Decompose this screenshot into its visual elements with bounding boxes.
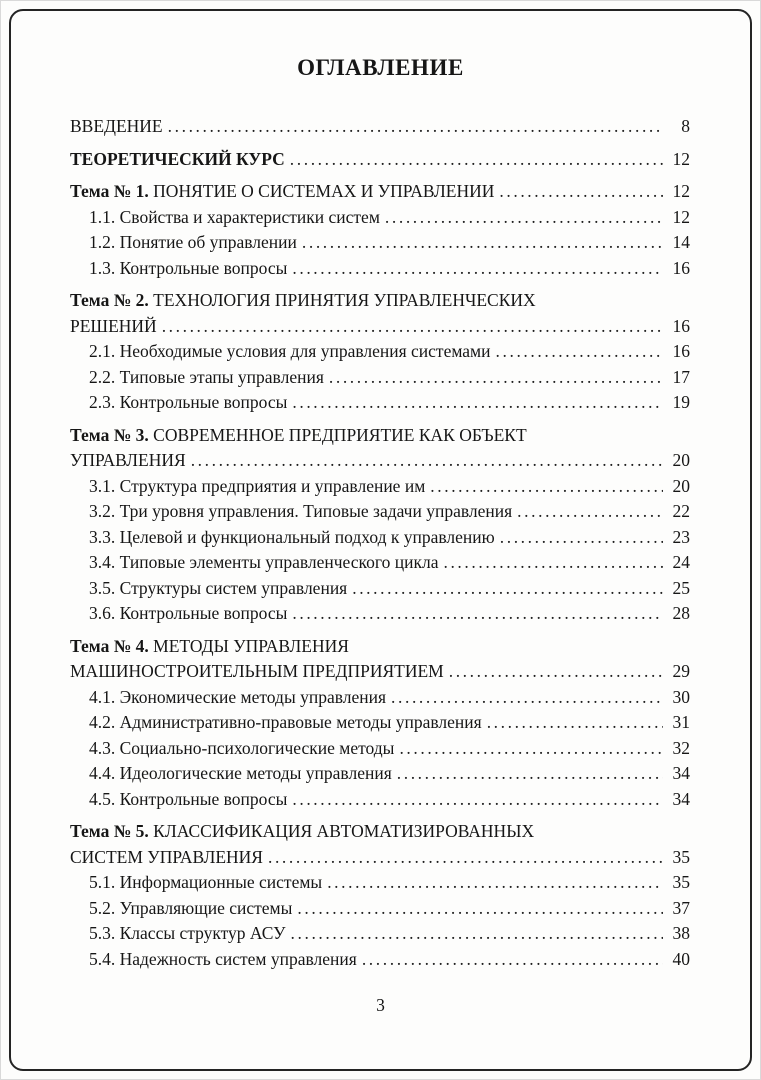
dot-leader	[496, 339, 663, 365]
toc-entry-page: 14	[672, 232, 690, 252]
toc-row	[70, 870, 690, 896]
toc-entry-text: 2.1. Необходимые условия для управления системами	[89, 341, 491, 361]
toc-row	[70, 474, 690, 500]
dot-leader	[500, 525, 663, 551]
dot-leader	[443, 550, 663, 576]
toc-entry-page: 16	[672, 257, 690, 278]
dot-leader	[292, 787, 663, 813]
dot-leader	[499, 179, 663, 205]
toc-entry-page: 40	[672, 948, 690, 969]
toc-entry-page: 37	[672, 897, 690, 918]
toc-row	[70, 659, 690, 685]
toc-entry-page: 38	[672, 923, 690, 943]
dot-leader	[168, 114, 663, 140]
toc-row	[70, 761, 690, 787]
toc-entry-text: СИСТЕМ УПРАВЛЕНИЯ	[70, 846, 263, 867]
toc-entry-text: 4.4. Идеологические методы управления	[89, 763, 392, 783]
toc-entry-text: ТЕОРЕТИЧЕСКИЙ КУРС	[70, 148, 285, 169]
toc-entry-page: 32	[672, 737, 690, 758]
toc-row	[70, 601, 690, 627]
dot-leader	[162, 314, 663, 340]
dot-leader	[391, 685, 663, 711]
page-number: 3	[376, 995, 385, 1015]
toc-entry-text: 3.4. Типовые элементы управленческого цикла	[89, 552, 439, 572]
dot-leader	[191, 448, 663, 474]
toc-entry-text: 4.5. Контрольные вопросы	[89, 788, 288, 809]
dot-leader	[517, 499, 663, 525]
dot-leader	[449, 659, 663, 685]
toc-row	[70, 448, 690, 474]
toc-entry-text: ВВЕДЕНИЕ	[70, 116, 163, 136]
toc-entry-page: 20	[672, 450, 690, 470]
page-title: ОГЛАВЛЕНИЕ	[297, 55, 464, 80]
toc-entry-text: 1.2. Понятие об управлении	[89, 232, 297, 252]
dot-leader	[329, 365, 663, 391]
toc-row	[70, 787, 690, 813]
toc-entry-text: РЕШЕНИЙ	[70, 315, 157, 336]
toc-entry-page: 34	[672, 788, 690, 809]
toc-entry-text: 5.1. Информационные системы	[89, 872, 323, 892]
toc-entry-text: 1.3. Контрольные вопросы	[89, 257, 288, 278]
toc-entry-prefix: Тема № 1.	[70, 181, 149, 201]
toc-entry-text: МАШИНОСТРОИТЕЛЬНЫМ ПРЕДПРИЯТИЕМ	[70, 661, 444, 681]
toc-row	[70, 921, 690, 947]
dot-leader	[291, 921, 663, 947]
dot-leader	[290, 147, 663, 173]
toc-entry-text: 3.1. Структура предприятия и управление им	[89, 475, 426, 496]
toc-entry-page: 25	[672, 577, 690, 598]
toc-row	[70, 576, 690, 602]
dot-leader	[297, 896, 663, 922]
toc-entry-text: Тема № 4. МЕТОДЫ УПРАВЛЕНИЯ	[70, 635, 349, 656]
toc-row	[70, 819, 690, 845]
toc-entry-text: 2.2. Типовые этапы управления	[89, 366, 324, 387]
toc-entry-text: 5.2. Управляющие системы	[89, 897, 293, 918]
toc-entry-page: 17	[672, 366, 690, 387]
toc-entry-text: 3.3. Целевой и функциональный подход к управлению	[89, 526, 495, 547]
toc-entry-page: 12	[672, 181, 690, 201]
toc-entry-text: 5.3. Классы структур АСУ	[89, 923, 286, 943]
toc-entry-text: Тема № 5. КЛАССИФИКАЦИЯ АВТОМАТИЗИРОВАННЫХ	[70, 821, 535, 841]
dot-leader	[302, 230, 663, 256]
toc-row	[70, 550, 690, 576]
toc-entry-page: 35	[672, 846, 690, 867]
dot-leader	[362, 947, 663, 973]
toc-entry-page: 29	[672, 661, 690, 681]
toc-entry-text: 3.6. Контрольные вопросы	[89, 603, 288, 623]
toc-entry-page: 23	[672, 526, 690, 547]
toc-entry-text: УПРАВЛЕНИЯ	[70, 450, 186, 470]
dot-leader	[352, 576, 663, 602]
toc-entry-page: 34	[672, 763, 690, 783]
toc-entry-text: 3.5. Структуры систем управления	[89, 577, 348, 598]
toc-entry-page: 24	[672, 552, 690, 572]
dot-leader	[292, 601, 663, 627]
dot-leader	[399, 736, 663, 762]
toc-entry-page: 19	[672, 392, 690, 412]
toc-entry-page: 16	[672, 315, 690, 336]
toc-row	[70, 736, 690, 762]
toc-row	[70, 288, 690, 314]
toc-row	[70, 365, 690, 391]
dot-leader	[385, 205, 663, 231]
toc-entry-page: 35	[672, 872, 690, 892]
dot-leader	[487, 710, 663, 736]
toc-entry-prefix: Тема № 5.	[70, 821, 149, 841]
toc-entry-text: Тема № 3. СОВРЕМЕННОЕ ПРЕДПРИЯТИЕ КАК ОБЪЕКТ	[70, 424, 527, 445]
toc-entry-page: 30	[672, 686, 690, 707]
toc-row	[70, 205, 690, 231]
toc-entry-text: 4.3. Социально-психологические методы	[89, 737, 395, 758]
toc-entry-text: 2.3. Контрольные вопросы	[89, 392, 288, 412]
toc-entry-prefix: Тема № 3.	[70, 424, 149, 445]
toc-row	[70, 710, 690, 736]
toc-row	[70, 114, 690, 140]
toc-row	[70, 525, 690, 551]
toc-row	[70, 423, 690, 449]
toc-row	[70, 845, 690, 871]
toc-row	[70, 230, 690, 256]
toc-row	[70, 947, 690, 973]
toc-entry-page: 12	[672, 206, 690, 227]
toc-entry-prefix: Тема № 2.	[70, 290, 149, 310]
toc-row	[70, 390, 690, 416]
dot-leader	[397, 761, 663, 787]
toc-row	[70, 256, 690, 282]
toc-entry-text: Тема № 1. ПОНЯТИЕ О СИСТЕМАХ И УПРАВЛЕНИИ	[70, 181, 495, 201]
dot-leader	[292, 390, 663, 416]
toc-row	[70, 499, 690, 525]
toc-entry-text: 4.1. Экономические методы управления	[89, 686, 387, 707]
toc-row	[70, 314, 690, 340]
dot-leader	[327, 870, 663, 896]
toc-row	[70, 147, 690, 173]
toc-entry-text: 1.1. Свойства и характеристики систем	[89, 206, 380, 227]
toc-row	[70, 179, 690, 205]
toc-entry-text: 5.4. Надежность систем управления	[89, 948, 357, 969]
toc-entry-page: 31	[672, 712, 690, 732]
toc-entry-page: 12	[672, 148, 690, 169]
dot-leader	[430, 474, 663, 500]
toc-entry-text: Тема № 2. ТЕХНОЛОГИЯ ПРИНЯТИЯ УПРАВЛЕНЧЕСКИХ	[70, 290, 536, 310]
toc-entry-page: 20	[672, 475, 690, 496]
toc-row	[70, 896, 690, 922]
toc-entry-page: 8	[681, 116, 690, 136]
toc-entry-text: 3.2. Три уровня управления. Типовые задачи управления	[89, 501, 513, 521]
toc-row	[70, 634, 690, 660]
toc-entry-page: 16	[672, 341, 690, 361]
dot-leader	[292, 256, 663, 282]
toc-entry-text: 4.2. Административно-правовые методы управления	[89, 712, 482, 732]
toc-row	[70, 339, 690, 365]
table-of-contents	[70, 114, 690, 972]
toc-row	[70, 685, 690, 711]
dot-leader	[268, 845, 663, 871]
toc-entry-page: 22	[672, 501, 690, 521]
toc-entry-prefix: Тема № 4.	[70, 635, 149, 656]
toc-entry-page: 28	[672, 603, 690, 623]
